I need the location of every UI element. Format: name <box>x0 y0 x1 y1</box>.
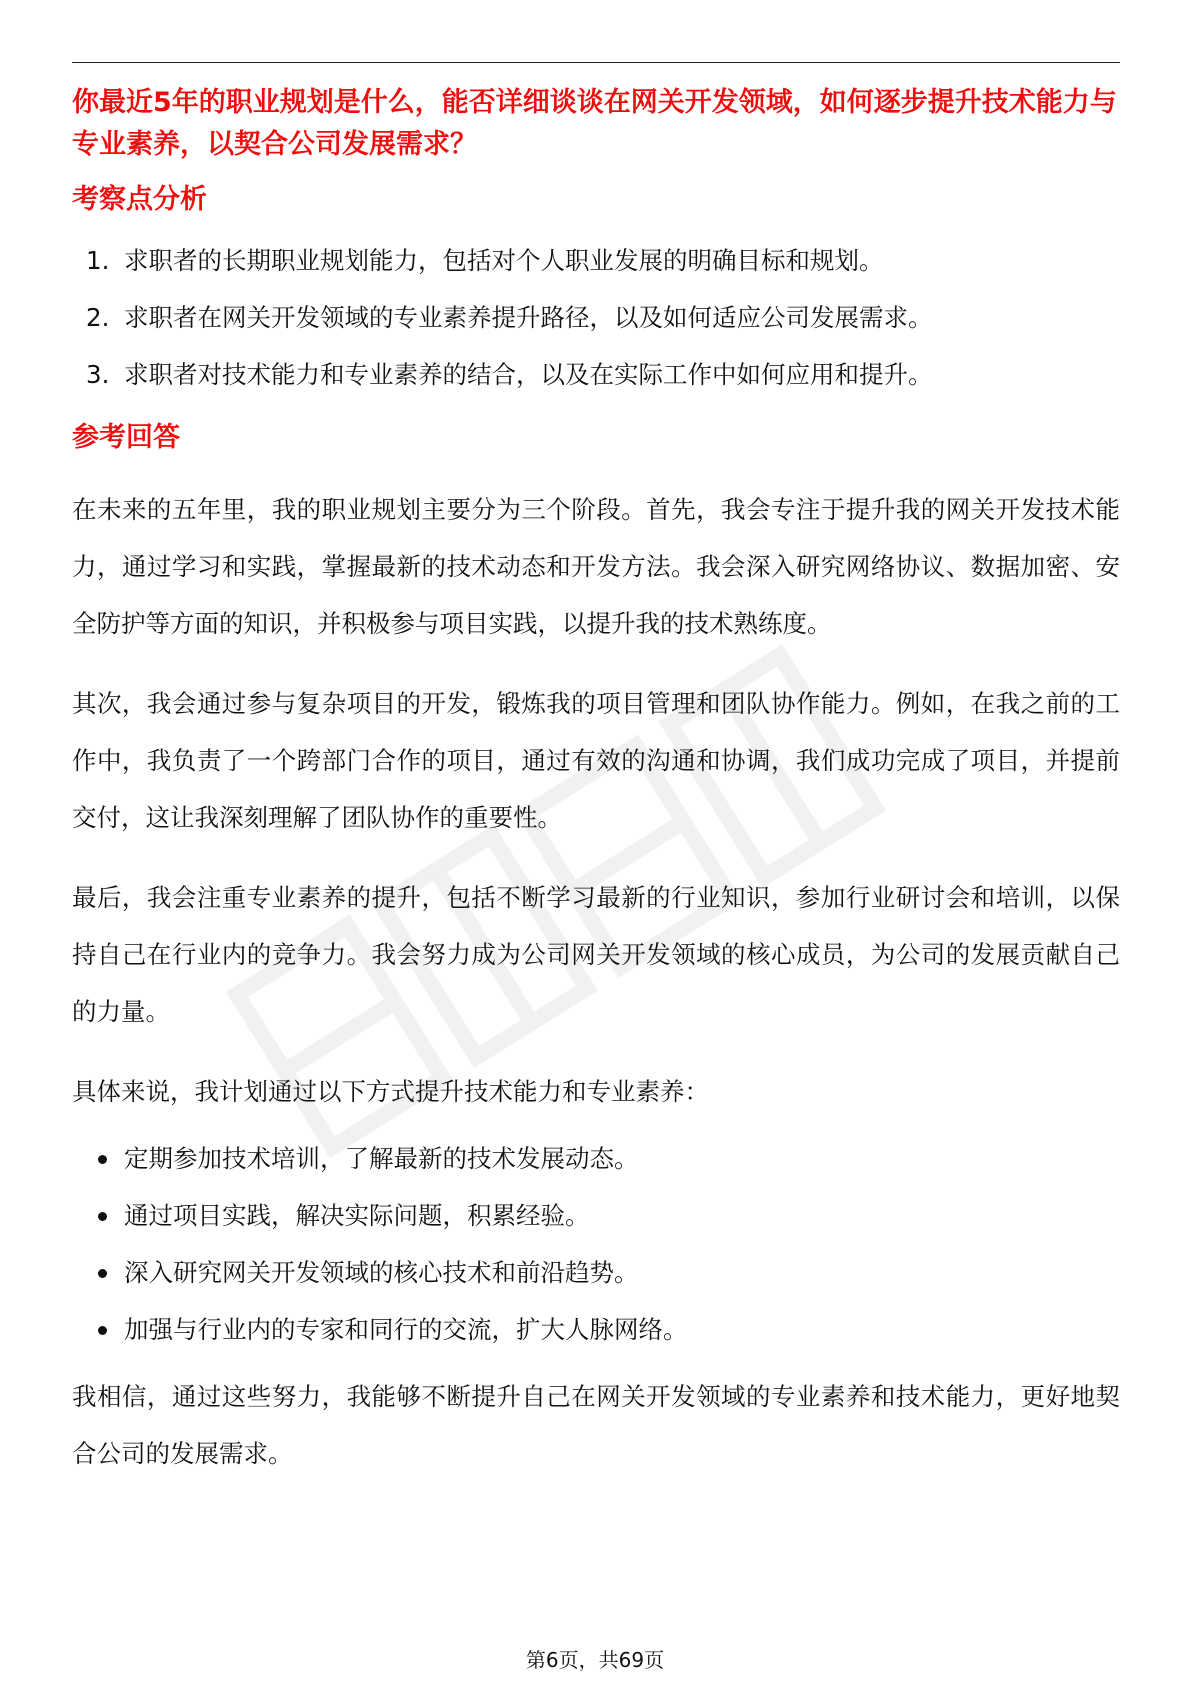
page-number: 第6页，共69页 <box>525 1648 665 1672</box>
bullet-dot-icon <box>98 1326 107 1335</box>
bullet-text: 通过项目实践，解决实际问题，积累经验。 <box>124 1201 590 1230</box>
bullet-dot-icon <box>98 1212 107 1221</box>
plan-bullet-list <box>72 1140 1120 1349</box>
analysis-item <box>72 356 1120 394</box>
bullet-item <box>72 1254 1120 1292</box>
answer-heading: 参考回答 <box>72 422 180 453</box>
bullet-text: 加强与行业内的专家和同行的交流，扩大人脉网络。 <box>124 1315 688 1344</box>
bullet-item <box>72 1140 1120 1178</box>
item-number: 1. <box>86 246 110 275</box>
item-number: 2. <box>86 303 110 332</box>
item-text: 求职者的长期职业规划能力，包括对个人职业发展的明确目标和规划。 <box>124 246 884 275</box>
answer-paragraph: 具体来说，我计划通过以下方式提升技术能力和专业素养： <box>72 1077 709 1106</box>
bullet-dot-icon <box>98 1269 107 1278</box>
bullet-text: 深入研究网关开发领域的核心技术和前沿趋势。 <box>124 1258 639 1287</box>
bullet-text: 定期参加技术培训，了解最新的技术发展动态。 <box>124 1144 639 1173</box>
analysis-item <box>72 299 1120 337</box>
answer-paragraph: 在未来的五年里，我的职业规划主要分为三个阶段。首先，我会专注于提升我的网关开发技术能力，通过学习和实践，掌握最新的技术动态和开发方法。我会深入研究网络协议、数据加密、安全防护等方面的知识，并积极参与项目实践，以提升我的技术熟练度。 <box>72 495 1120 638</box>
analysis-item <box>72 242 1120 280</box>
analysis-heading: 考察点分析 <box>72 184 207 215</box>
item-number: 3. <box>86 360 110 389</box>
interview-question: 你最近5年的职业规划是什么，能否详细谈谈在网关开发领域，如何逐步提升技术能力与专业素养，以契合公司发展需求？ <box>72 87 1117 160</box>
answer-paragraph: 最后，我会注重专业素养的提升，包括不断学习最新的行业知识，参加行业研讨会和培训，以保持自己在行业内的竞争力。我会努力成为公司网关开发领域的核心成员，为公司的发展贡献自己的力量。 <box>72 883 1120 1026</box>
analysis-list <box>72 242 1120 394</box>
bullet-dot-icon <box>98 1155 107 1164</box>
closing-paragraph: 我相信，通过这些努力，我能够不断提升自己在网关开发领域的专业素养和技术能力，更好地契合公司的发展需求。 <box>72 1382 1120 1468</box>
bullet-item <box>72 1311 1120 1349</box>
item-text: 求职者对技术能力和专业素养的结合，以及在实际工作中如何应用和提升。 <box>124 360 933 389</box>
bullet-item <box>72 1197 1120 1235</box>
document-body <box>72 82 1120 1482</box>
top-divider <box>72 62 1120 63</box>
item-text: 求职者在网关开发领域的专业素养提升路径，以及如何适应公司发展需求。 <box>124 303 933 332</box>
answer-paragraph: 其次，我会通过参与复杂项目的开发，锻炼我的项目管理和团队协作能力。例如，在我之前的工作中，我负责了一个跨部门合作的项目，通过有效的沟通和协调，我们成功完成了项目，并提前交付，这让我深刻理解了团队协作的重要性。 <box>72 689 1120 832</box>
